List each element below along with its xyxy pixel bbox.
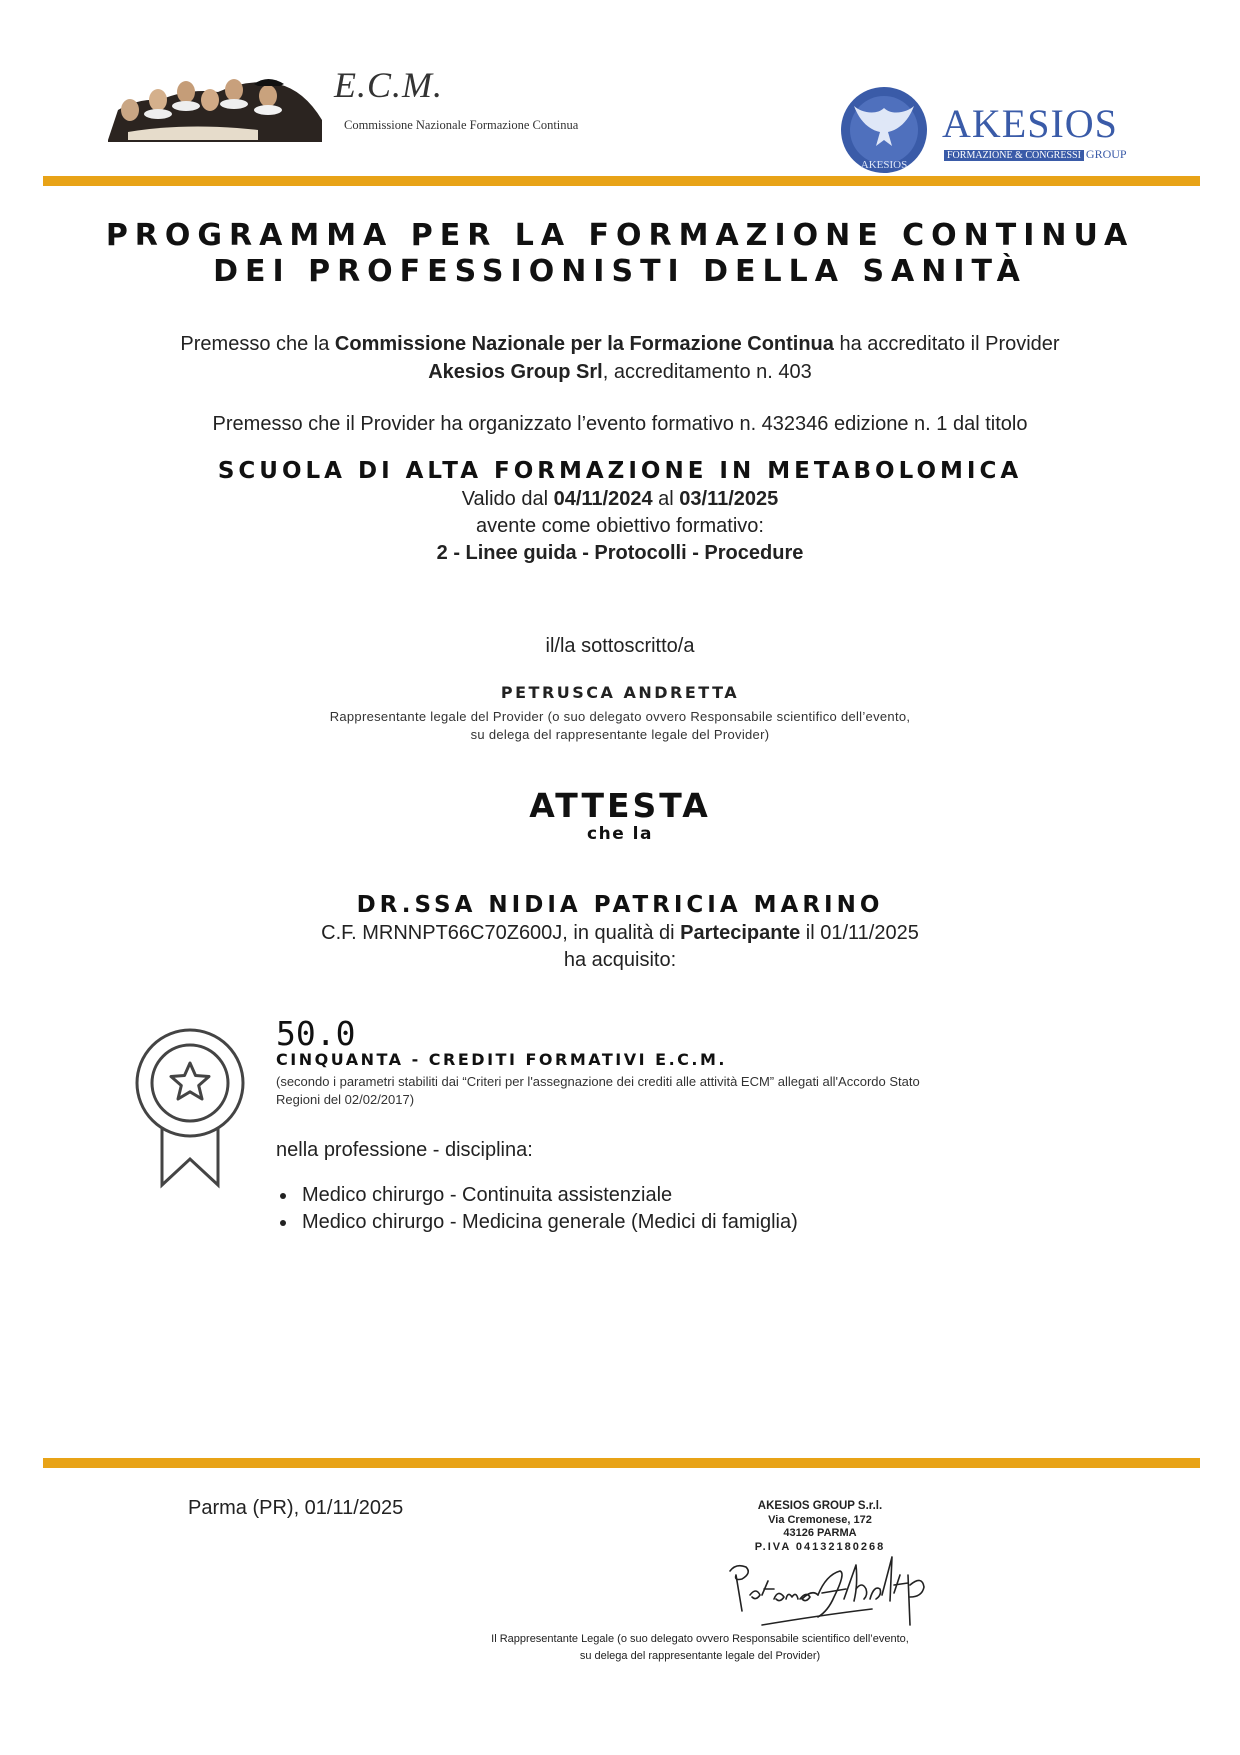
signatory-role-line1: Rappresentante legale del Provider (o suo delegato ovvero Responsabile scientifico dell’evento, [329, 709, 911, 724]
akesios-logo [840, 86, 1140, 174]
intro-line1-suffix: ha accreditato il Provider [833, 333, 1060, 355]
signatory-role-line2: su delega del rappresentante legale del Provider) [470, 727, 770, 742]
signatory-name: PETRUSCA ANDRETTA [500, 683, 740, 702]
company-vat: P.IVA 04132180268 [754, 1540, 886, 1553]
participant-name: DR.SSA NIDIA PATRICIA MARINO [356, 892, 884, 918]
akesios-tagline-box: FORMAZIONE & CONGRESSI [944, 150, 1084, 161]
objective-value: 2 - Linee guida - Protocolli - Procedure [436, 542, 804, 564]
svg-text:AKESIOS: AKESIOS [860, 159, 908, 171]
credits-note-line2: Regioni del 02/02/2017) [276, 1092, 415, 1107]
footer-signatory-role [0, 1631, 1240, 1665]
akesios-tagline-group: GROUP [1085, 147, 1127, 161]
intro-line1-prefix: Premesso che la [180, 333, 335, 355]
footer-role-line2: su delega del rappresentante legale del Provider) [579, 1650, 821, 1662]
akesios-logo-name: AKESIOS [942, 101, 1118, 146]
participant-fiscal-code: C.F. MRNNPT66C70Z600J, in qualità di [321, 922, 681, 944]
event-validity [0, 485, 1240, 513]
validity-start-date: 04/11/2024 [553, 488, 653, 510]
validity-prefix: Valido dal [461, 488, 554, 510]
place-date: Parma (PR), 01/11/2025 [188, 1497, 404, 1519]
acquired-label: ha acquisito: [563, 949, 677, 971]
intro-event: Premesso che il Provider ha organizzato l’evento formativo n. 432346 edizione n. 1 dal titolo [212, 413, 1028, 435]
document-title-line2: DEI PROFESSIONISTI DELLA SANITÀ [213, 254, 1027, 289]
signatory-role [0, 708, 1240, 744]
credits-words: CINQUANTA - CREDITI FORMATIVI E.C.M. [276, 1050, 727, 1069]
ecm-logo [108, 62, 628, 142]
company-city: 43126 PARMA [783, 1527, 857, 1539]
credits-note-line1: (secondo i parametri stabiliti dai “Criteri per l'assegnazione dei crediti alle attività ECM” allegati all'Accordo Stato [276, 1074, 920, 1089]
participant-details [0, 919, 1240, 947]
attestation-subheading: che la [587, 824, 653, 844]
attestation-heading: ATTESTA [529, 786, 711, 825]
footer-role-line1: Il Rappresentante Legale (o suo delegato ovvero Responsabile scientifico dell’evento, [491, 1633, 909, 1645]
validity-separator: al [652, 488, 680, 510]
document-title-line1: PROGRAMMA PER LA FORMAZIONE CONTINUA [105, 218, 1135, 253]
event-title: SCUOLA DI ALTA FORMAZIONE IN METABOLOMICA [217, 458, 1023, 484]
document-title [0, 218, 1240, 290]
discipline-item: • Medico chirurgo - Continuita assistenziale [298, 1182, 798, 1209]
ecm-logo-title: E.C.M. [334, 65, 443, 105]
discipline-item: • Medico chirurgo - Medicina generale (Medici di famiglia) [298, 1209, 798, 1236]
akesios-eagle-seal-icon [840, 86, 928, 174]
credits-note [276, 1073, 1076, 1109]
objective-label: avente come obiettivo formativo: [476, 515, 764, 537]
ecm-logo-subtitle: Commissione Nazionale Formazione Continua [344, 118, 579, 132]
bottom-divider [43, 1458, 1200, 1468]
akesios-logo-tagline [944, 148, 1127, 162]
top-divider [43, 176, 1200, 186]
provider-name: Akesios Group Srl [428, 361, 603, 383]
intro-line2 [0, 358, 1240, 386]
intro-accreditation [0, 330, 1240, 386]
company-street: Via Cremonese, 172 [768, 1513, 872, 1526]
credits-number: 50.0 [276, 1014, 356, 1053]
accreditation-number: , accreditamento n. 403 [602, 361, 812, 383]
validity-end-date: 03/11/2025 [679, 488, 779, 510]
company-name: AKESIOS GROUP S.r.l. [757, 1500, 883, 1512]
commission-name: Commissione Nazionale per la Formazione Continua [334, 333, 834, 355]
participant-role: Partecipante [680, 922, 801, 944]
discipline-list [270, 1182, 798, 1236]
undersigned-label: il/la sottoscritto/a [545, 635, 695, 657]
handwritten-signature-image [722, 1545, 942, 1635]
participant-date: il 01/11/2025 [800, 922, 919, 944]
anatomy-lesson-painting-image [108, 70, 322, 142]
intro-line1 [0, 330, 1240, 358]
award-badge-icon [134, 1027, 246, 1189]
profession-label: nella professione - disciplina: [276, 1139, 533, 1161]
